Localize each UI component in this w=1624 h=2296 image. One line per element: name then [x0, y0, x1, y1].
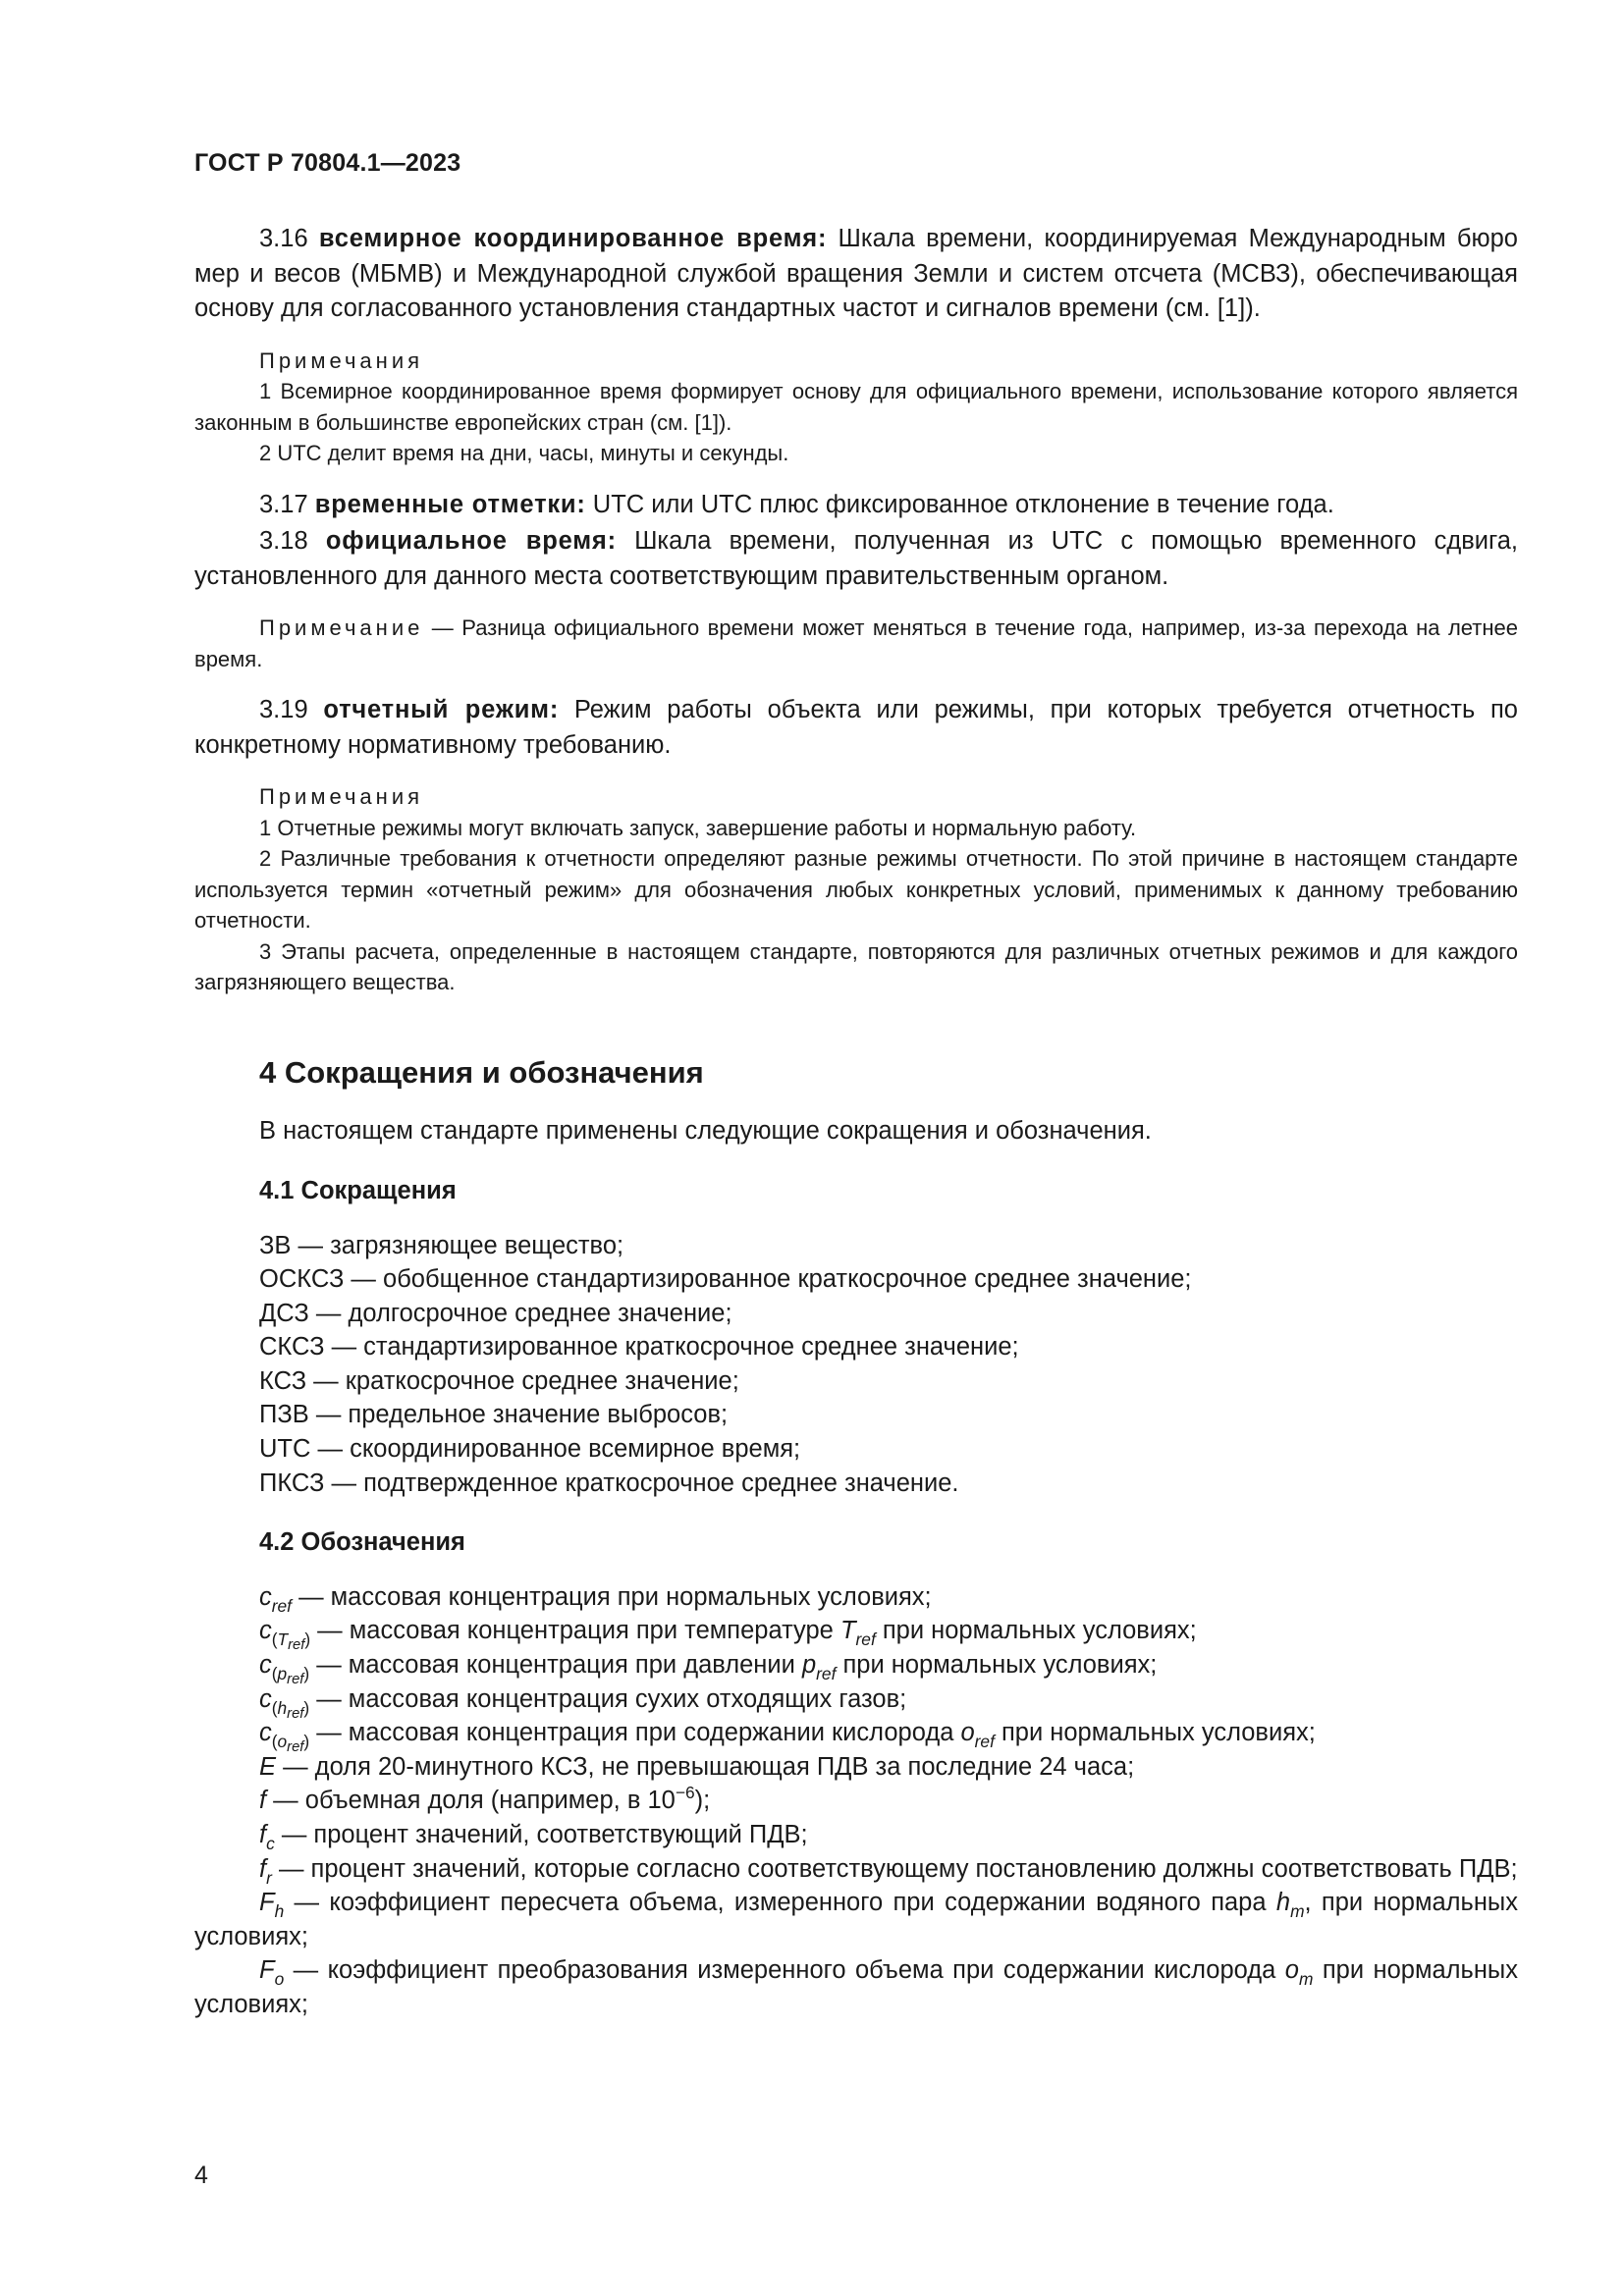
symbol-description: — коэффициент пересчета объема, измеренного при содержании водяного пара [284, 1889, 1276, 1917]
term-number: 3.18 [259, 527, 308, 555]
note-3-18 [194, 613, 1518, 674]
term-definition: Режим работы объекта или режимы, при которых требуется отчетность по конкретному нормативному требованию. [194, 696, 1518, 759]
paren: ) [303, 1732, 310, 1752]
inline-symbol: o [960, 1719, 975, 1747]
symbol-description: ); [694, 1787, 711, 1815]
list-item: ПЗВ — предельное значение выбросов; [259, 1401, 729, 1429]
inline-subscript: ref [974, 1732, 995, 1752]
inline-subscript: m [1298, 1969, 1314, 1990]
superscript: −6 [675, 1783, 695, 1803]
inline-subscript: ref [816, 1663, 837, 1683]
document-page [194, 0, 1518, 2296]
term-3-18 [194, 524, 1518, 594]
term-title: отчетный режим: [323, 696, 560, 723]
term-definition: UTC или UTC плюс фиксированное отклонение в течение года. [592, 490, 1334, 518]
list-item: UTC — скоординированное всемирное время; [259, 1435, 801, 1464]
notes-3-19 [194, 781, 1518, 998]
symbol-description: при нормальных условиях; [994, 1719, 1316, 1747]
note-item: 1 Отчетные режимы могут включать запуск, завершение работы и нормальную работу. [259, 815, 1137, 840]
symbol-f-c [194, 1818, 1518, 1852]
list-item: СКСЗ — стандартизированное краткосрочное среднее значение; [259, 1333, 1019, 1362]
term-3-19 [194, 693, 1518, 763]
symbol-letter: c [259, 1684, 272, 1713]
symbol-subscript: o [274, 1969, 285, 1990]
note-item: 2 Различные требования к отчетности определяют разные режимы отчетности. По этой причине в настоящем стандарте используется термин «отчетный режим» для обозначения любых конкретных условий, применимых к данному требованию отчетности. [194, 846, 1518, 933]
term-number: 3.16 [259, 225, 308, 252]
term-number: 3.17 [259, 490, 308, 518]
symbol-description: — процент значений, которые согласно соответствующему постановлению должны соответствовать ПДВ; [271, 1854, 1518, 1883]
term-3-17 [194, 488, 1518, 523]
term-definition: Шкала времени, полученная из UTC с помощью временного сдвига, установленного для данного места соответствующим правительственным органом. [194, 527, 1519, 590]
abbreviations-list [194, 1229, 1518, 1501]
symbol-subscript: o [277, 1732, 288, 1752]
subsection-heading-4-2: 4.2 Обозначения [259, 1528, 465, 1557]
symbol-letter: F [259, 1956, 275, 1985]
symbol-subsubscript: ref [287, 1671, 304, 1687]
note-item [194, 613, 1518, 674]
symbols-list [194, 1580, 1518, 2022]
symbol-c-ref [194, 1580, 1518, 1615]
inline-symbol: p [801, 1650, 817, 1679]
inline-symbol: T [839, 1617, 856, 1645]
document-body [194, 222, 1518, 2021]
symbol-description: , при нормальных условиях; [194, 1889, 1518, 1950]
list-item: ОСКСЗ — обобщенное стандартизированное краткосрочное среднее значение; [259, 1265, 1192, 1294]
symbol-subscript: h [274, 1901, 285, 1922]
note-item: 2 UTC делит время на дни, часы, минуты и секунды. [259, 441, 789, 465]
symbol-subscript: T [277, 1629, 289, 1650]
page-number: 4 [194, 2162, 208, 2189]
symbol-f-o [194, 1953, 1518, 2021]
symbol-c-h-ref [194, 1682, 1518, 1722]
note-label: Примечание [259, 615, 424, 640]
term-number: 3.19 [259, 696, 308, 723]
paren: ) [303, 1663, 310, 1683]
symbol-description: — объемная доля (например, в 10 [266, 1787, 676, 1815]
symbol-description: — массовая концентрация при содержании кислорода [309, 1719, 961, 1747]
paren: ( [271, 1663, 278, 1683]
term-definition: Шкала времени, координируемая Международным бюро мер и весов (МБМВ) и Международной службой вращения Земли и систем отсчета (МСВЗ), обеспечивающая основу для согласованного установления стандартных частот и сигналов времени (см. [1]). [194, 225, 1518, 322]
term-3-16 [194, 222, 1518, 327]
inline-symbol: h [1275, 1889, 1291, 1917]
symbol-subscript: ref [271, 1595, 292, 1616]
symbol-letter: f [259, 1820, 267, 1848]
symbol-f [194, 1784, 1518, 1818]
subsection-heading-4-1: 4.1 Сокращения [259, 1177, 457, 1204]
symbol-description: при нормальных условиях; [836, 1650, 1158, 1679]
symbol-subscript: r [266, 1867, 272, 1888]
paren: ( [271, 1629, 278, 1650]
symbol-letter: f [259, 1854, 267, 1883]
paren: ) [303, 1697, 310, 1718]
symbol-description: — массовая концентрация сухих отходящих газов; [309, 1684, 907, 1713]
term-title: всемирное координированное время: [318, 225, 828, 252]
document-code-header: ГОСТ Р 70804.1—2023 [194, 149, 461, 177]
notes-title: Примечания [259, 784, 424, 809]
symbol-f-h [194, 1886, 1518, 1953]
symbol-letter: c [259, 1582, 272, 1611]
symbol-subscript: p [277, 1663, 288, 1683]
symbol-description: — коэффициент преобразования измеренного объема при содержании кислорода [284, 1956, 1285, 1985]
symbol-subscript: c [266, 1833, 275, 1853]
symbol-description: — доля 20-минутного КСЗ, не превышающая ПДВ за последние 24 часа; [276, 1752, 1135, 1781]
symbol-description: при нормальных условиях; [875, 1617, 1197, 1645]
symbol-c-p-ref [194, 1648, 1518, 1687]
notes-title: Примечания [259, 347, 424, 373]
symbol-c-o-ref [194, 1716, 1518, 1756]
symbol-description: — массовая концентрация при температуре [310, 1617, 840, 1645]
list-item: КСЗ — краткосрочное среднее значение; [259, 1366, 739, 1395]
symbol-e [194, 1750, 1518, 1785]
inline-subscript: ref [855, 1629, 876, 1650]
symbol-description: при нормальных условиях; [194, 1956, 1519, 2018]
term-title: официальное время: [325, 527, 617, 555]
note-item: 1 Всемирное координированное время формирует основу для официального времени, использование которого является законным в большинстве европейских стран (см. [1]). [194, 379, 1518, 435]
symbol-subsubscript: ref [287, 1705, 304, 1722]
section-heading-4: 4 Сокращения и обозначения [259, 1054, 704, 1090]
list-item: ПКСЗ — подтвержденное краткосрочное среднее значение. [259, 1468, 959, 1497]
symbol-letter: E [259, 1752, 277, 1781]
notes-3-16 [194, 346, 1518, 469]
list-item: ДСЗ — долгосрочное среднее значение; [259, 1299, 732, 1327]
paren: ( [271, 1697, 278, 1718]
inline-subscript: m [1290, 1901, 1305, 1922]
section-intro: В настоящем стандарте применены следующие сокращения и обозначения. [259, 1116, 1152, 1145]
paren: ( [271, 1732, 278, 1752]
symbol-letter: c [259, 1719, 272, 1747]
symbol-subscript: h [277, 1697, 288, 1718]
symbol-description: — массовая концентрация при давлении [309, 1650, 802, 1679]
symbol-description: — массовая концентрация при нормальных условиях; [291, 1582, 932, 1611]
symbol-letter: c [259, 1650, 272, 1679]
paren: ) [304, 1629, 311, 1650]
symbol-letter: F [259, 1889, 275, 1917]
term-title: временные отметки: [314, 490, 586, 518]
symbol-letter: c [259, 1617, 272, 1645]
list-item: ЗВ — загрязняющее вещество; [259, 1231, 624, 1259]
symbol-letter: f [259, 1787, 267, 1815]
symbol-f-r [194, 1852, 1518, 1887]
inline-symbol: o [1284, 1956, 1299, 1985]
symbol-c-t-ref [194, 1614, 1518, 1654]
note-item: 3 Этапы расчета, определенные в настоящем стандарте, повторяются для различных отчетных режимов и для каждого загрязняющего вещества. [194, 938, 1518, 994]
symbol-description: — процент значений, соответствующий ПДВ; [274, 1820, 808, 1848]
symbol-subsubscript: ref [288, 1637, 305, 1654]
note-text: — Разница официального времени может меняться в течение года, например, из-за перехода на летнее время. [194, 615, 1518, 671]
symbol-subsubscript: ref [287, 1739, 304, 1756]
